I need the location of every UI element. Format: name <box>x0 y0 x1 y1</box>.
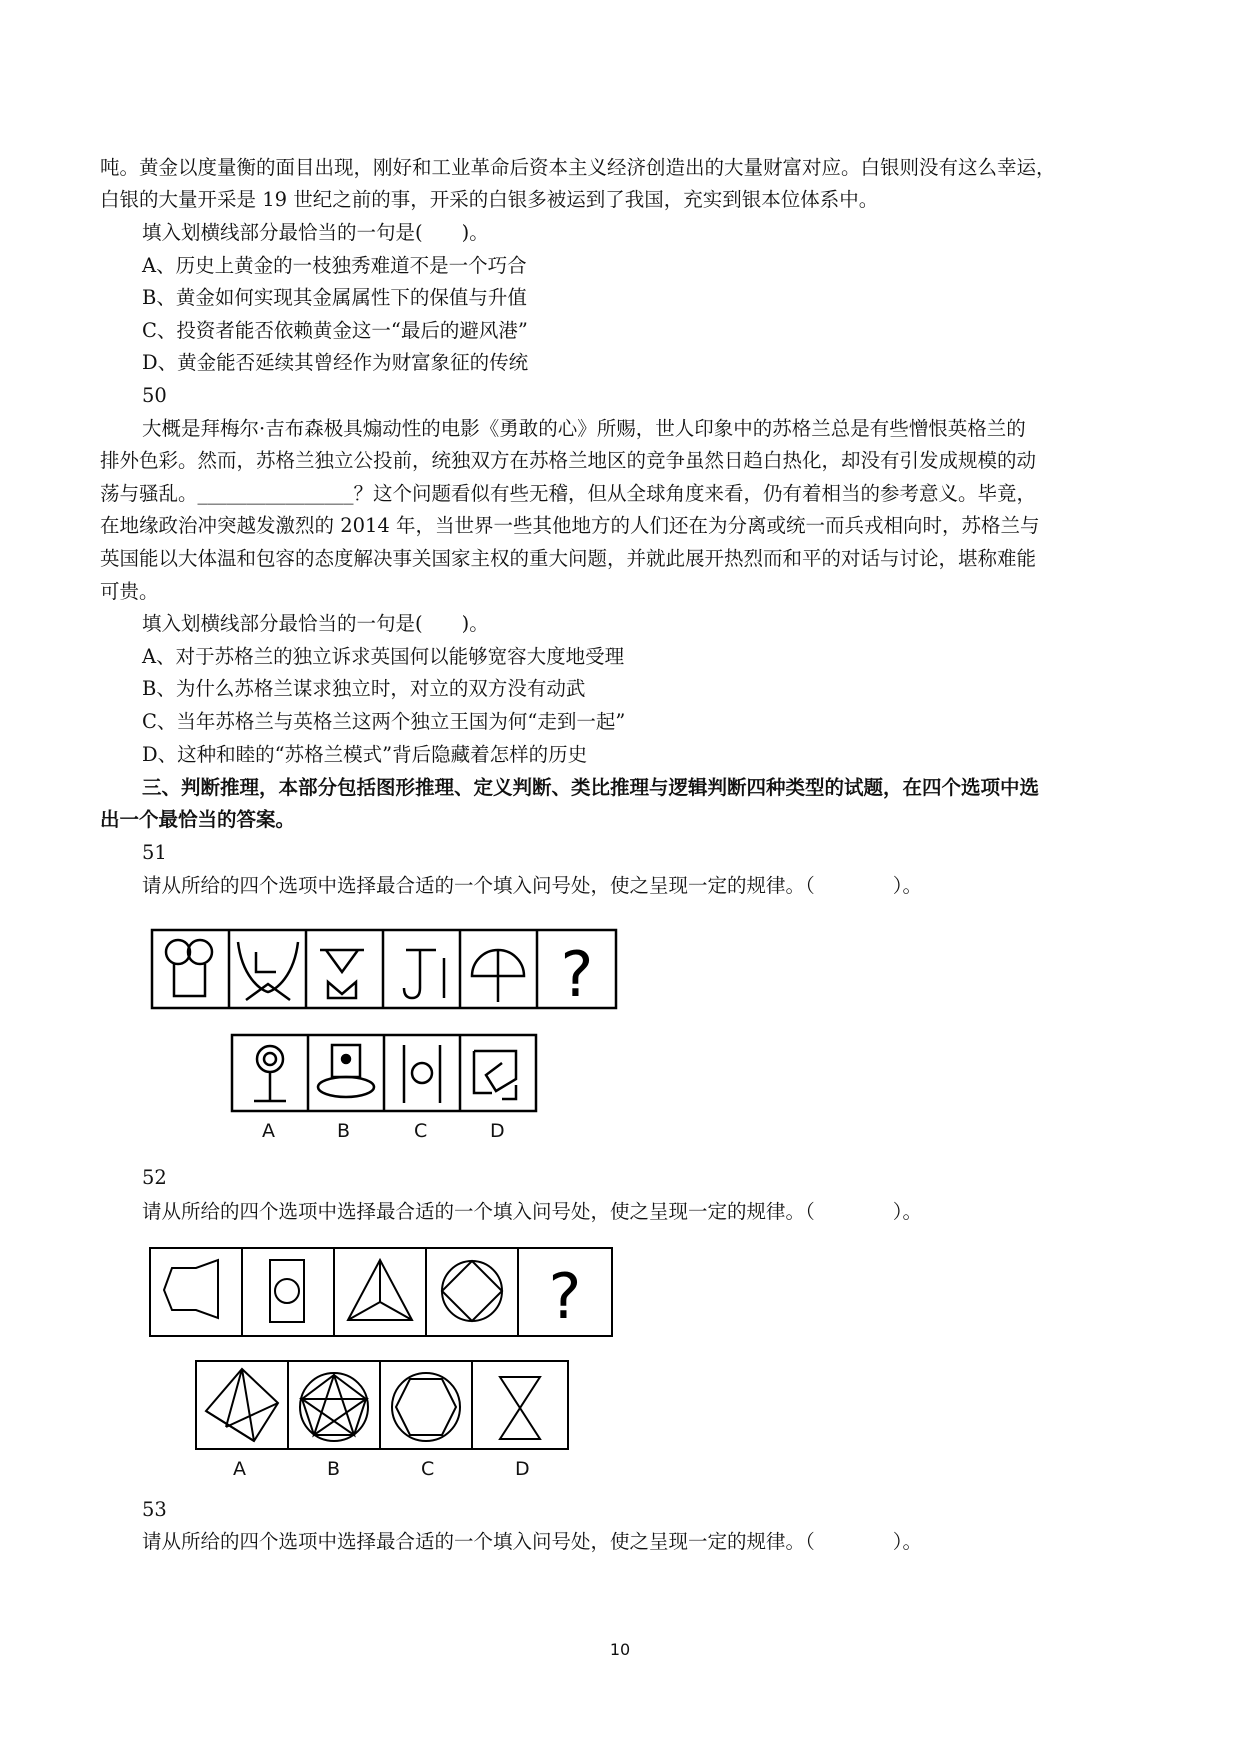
q52-sequence-figure <box>148 1246 616 1340</box>
q52-option-a-shape <box>206 1369 278 1441</box>
q49-passage-line: 白银的大量开采是 19 世纪之前的事，开采的白银多被运到了我国，充实到银本位体系中。 <box>100 188 879 211</box>
q50-number: 50 <box>142 384 167 407</box>
q51-option-d-shape <box>474 1051 516 1099</box>
q53-number: 53 <box>142 1498 167 1521</box>
q52-shape-2 <box>270 1260 304 1322</box>
q51-shape-3 <box>320 950 364 998</box>
q49-option-b: B、黄金如何实现其金属属性下的保值与升值 <box>142 286 527 309</box>
q51-option-c-label: C <box>414 1120 428 1142</box>
q51-option-a-label: A <box>262 1120 275 1142</box>
q51-option-d-label: D <box>490 1120 505 1142</box>
q51-number: 51 <box>142 841 167 864</box>
q52-prompt: 请从所给的四个选项中选择最合适的一个填入问号处，使之呈现一定的规律。（ ）。 <box>142 1200 923 1223</box>
q50-passage-line: 在地缘政治冲突越发激烈的 2014 年，当世界一些其他地方的人们还在为分离或统一而兵戎相向时，苏格兰与 <box>100 514 1040 537</box>
q51-option-b-shape <box>318 1045 374 1097</box>
q51-prompt: 请从所给的四个选项中选择最合适的一个填入问号处，使之呈现一定的规律。（ ）。 <box>142 874 923 897</box>
q51-option-a-shape <box>254 1046 286 1101</box>
q50-prompt: 填入划横线部分最恰当的一句是( )。 <box>142 612 489 635</box>
q49-passage-line: 吨。黄金以度量衡的面目出现，刚好和工业革命后资本主义经济创造出的大量财富对应。白银则没有这么幸运， <box>100 156 1056 179</box>
q50-option-a: A、对于苏格兰的独立诉求英国何以能够宽容大度地受理 <box>142 645 625 668</box>
q52-option-d-shape <box>500 1377 540 1439</box>
q52-options-frame <box>196 1361 568 1449</box>
q50-option-d: D、这种和睦的“苏格兰模式”背后隐藏着怎样的历史 <box>142 743 588 766</box>
q50-passage-text: ？这个问题看似有些无稽，但从全球角度来看，仍有着相当的参考意义。毕竟， <box>353 482 1037 505</box>
q51-option-b-label: B <box>337 1120 351 1142</box>
q49-option-a: A、历史上黄金的一枝独秀难道不是一个巧合 <box>142 254 527 277</box>
q50-option-b: B、为什么苏格兰谋求独立时，对立的双方没有动武 <box>142 677 586 700</box>
q51-shape-4 <box>404 950 444 998</box>
q52-shape-4 <box>442 1261 502 1321</box>
q51-shape-2 <box>238 942 298 1000</box>
q52-shape-3 <box>348 1260 412 1320</box>
section-heading: 出一个最恰当的答案。 <box>100 808 296 831</box>
q51-options-figure <box>230 1033 540 1115</box>
q52-option-c-label: C <box>421 1458 435 1480</box>
q50-passage-line <box>100 478 1140 510</box>
q50-passage-line: 可贵。 <box>100 580 159 603</box>
q52-shape-1 <box>164 1260 218 1318</box>
q53-prompt: 请从所给的四个选项中选择最合适的一个填入问号处，使之呈现一定的规律。（ ）。 <box>142 1530 923 1553</box>
q51-option-c-shape <box>404 1045 440 1103</box>
q52-option-b-shape <box>300 1373 368 1441</box>
q51-sequence-figure <box>150 928 620 1012</box>
q50-passage-line: 英国能以大体温和包容的态度解决事关国家主权的重大问题，并就此展开热烈而和平的对话与讨论，堪称难能 <box>100 547 1037 570</box>
q52-options-figure <box>194 1359 572 1453</box>
q50-option-c: C、当年苏格兰与英格兰这两个独立王国为何“走到一起” <box>142 710 626 733</box>
q52-question-mark: ? <box>548 1260 582 1333</box>
q52-option-c-shape <box>392 1373 460 1441</box>
q51-question-mark: ? <box>560 938 594 1011</box>
q50-answer-blank: ________________ <box>197 482 354 505</box>
q52-number: 52 <box>142 1166 167 1189</box>
q49-prompt: 填入划横线部分最恰当的一句是( )。 <box>142 221 489 244</box>
q51-shape-5 <box>472 950 524 1002</box>
q51-shape-1 <box>166 940 212 996</box>
section-heading: 三、判断推理，本部分包括图形推理、定义判断、类比推理与逻辑判断四种类型的试题，在四个选项中选 <box>142 776 1040 799</box>
q52-option-a-label: A <box>233 1458 246 1480</box>
q50-passage-text: 荡与骚乱。 <box>100 482 198 505</box>
page-number: 10 <box>609 1640 631 1659</box>
q50-passage-line: 大概是拜梅尔·吉布森极具煽动性的电影《勇敢的心》所赐，世人印象中的苏格兰总是有些憎恨英格兰的 <box>142 417 1026 440</box>
q49-option-c: C、投资者能否依赖黄金这一“最后的避风港” <box>142 319 528 342</box>
q52-option-b-label: B <box>327 1458 341 1480</box>
q52-option-d-label: D <box>515 1458 530 1480</box>
q50-passage-line: 排外色彩。然而，苏格兰独立公投前，统独双方在苏格兰地区的竞争虽然日趋白热化，却没有引发成规模的动 <box>100 449 1037 472</box>
q49-option-d: D、黄金能否延续其曾经作为财富象征的传统 <box>142 351 529 374</box>
